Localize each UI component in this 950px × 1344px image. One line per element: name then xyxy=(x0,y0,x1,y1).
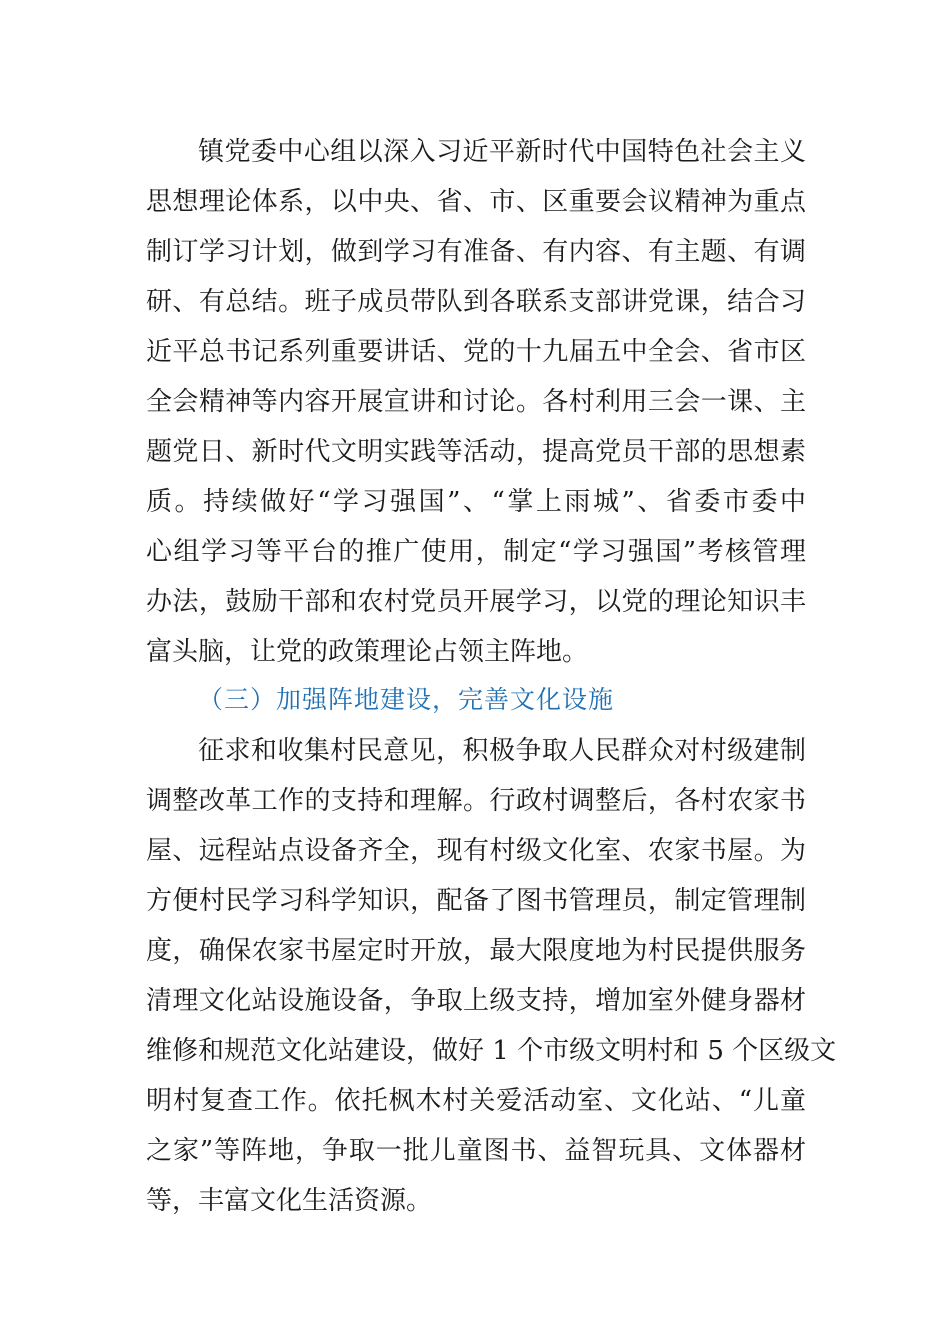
paragraph2-line-10: 等，丰富文化生活资源。 xyxy=(146,1186,433,1216)
paragraph2-line-6: 清理文化站设施设备，争取上级支持，增加室外健身器材 xyxy=(146,986,806,1016)
paragraph2-line-9: 之家”等阵地，争取一批儿童图书、益智玩具、文体器材 xyxy=(146,1136,806,1166)
paragraph1-line-3: 制订学习计划，做到学习有准备、有内容、有主题、有调 xyxy=(146,237,806,267)
paragraph2-line-4: 方便村民学习科学知识，配备了图书管理员，制定管理制 xyxy=(146,886,806,916)
paragraph2-line-8: 明村复查工作。依托枫木村关爱活动室、文化站、“儿童 xyxy=(146,1086,806,1116)
paragraph2-line-5: 度，确保农家书屋定时开放，最大限度地为村民提供服务 xyxy=(146,936,806,966)
paragraph2-line-7: 维修和规范文化站建设，做好 1 个市级文明村和 5 个区级文 xyxy=(146,1036,837,1066)
paragraph1-line-4: 研、有总结。班子成员带队到各联系支部讲党课，结合习 xyxy=(146,287,806,317)
paragraph1-line-11: 富头脑，让党的政策理论占领主阵地。 xyxy=(146,637,589,667)
paragraph2-line-2: 调整改革工作的支持和理解。行政村调整后，各村农家书 xyxy=(146,786,806,816)
paragraph1-line-7: 题党日、新时代文明实践等活动，提高党员干部的思想素 xyxy=(146,437,806,467)
section-heading: （三）加强阵地建设，完善文化设施 xyxy=(198,685,615,714)
paragraph1-line-9: 心组学习等平台的推广使用，制定“学习强国”考核管理 xyxy=(146,537,806,567)
paragraph2-line-1: 征求和收集村民意见，积极争取人民群众对村级建制 xyxy=(198,736,806,766)
paragraph2-line-3: 屋、远程站点设备齐全，现有村级文化室、农家书屋。为 xyxy=(146,836,806,866)
paragraph1-line-2: 思想理论体系，以中央、省、市、区重要会议精神为重点 xyxy=(146,187,806,217)
paragraph1-line-5: 近平总书记系列重要讲话、党的十九届五中全会、省市区 xyxy=(146,337,806,367)
paragraph1-line-10: 办法，鼓励干部和农村党员开展学习，以党的理论知识丰 xyxy=(146,587,806,617)
paragraph1-line-8: 质。持续做好“学习强国”、“掌上雨城”、省委市委中 xyxy=(146,487,806,517)
paragraph1-line-1: 镇党委中心组以深入习近平新时代中国特色社会主义 xyxy=(198,137,806,167)
paragraph1-line-6: 全会精神等内容开展宣讲和讨论。各村利用三会一课、主 xyxy=(146,387,806,417)
